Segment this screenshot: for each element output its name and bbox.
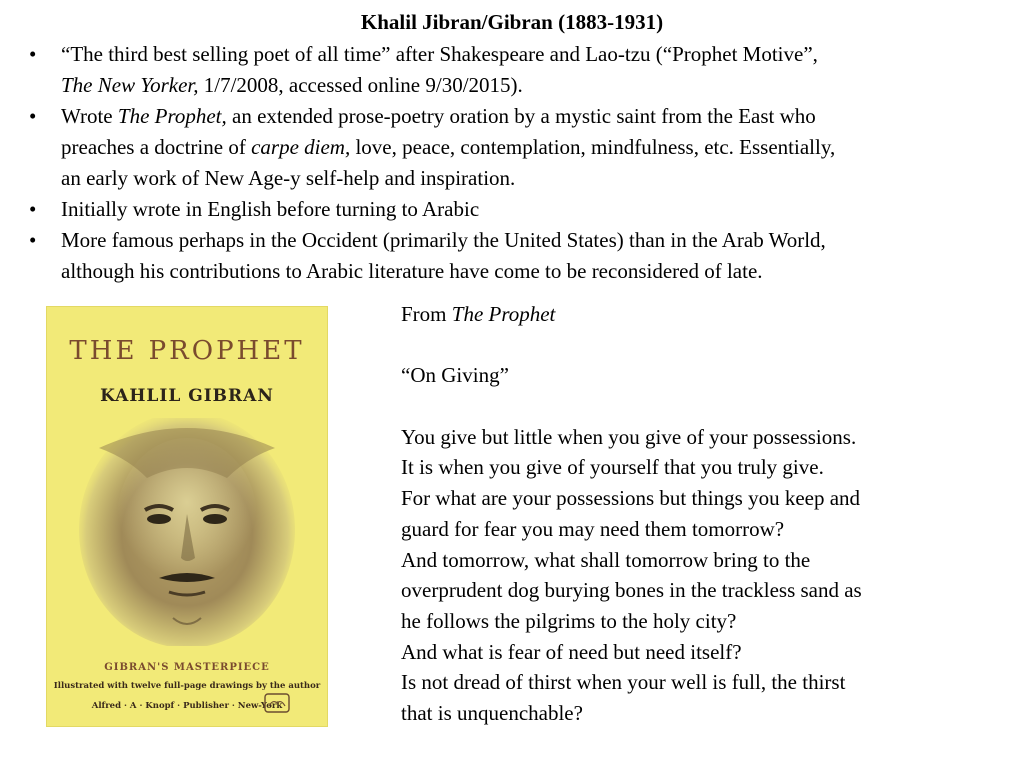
- poem-line: Is not dread of thirst when your well is full, the thirst: [401, 670, 846, 695]
- bullet-item: [0, 39, 1024, 101]
- bullet-marker: •: [29, 104, 37, 128]
- poem-line: overprudent dog burying bones in the trackless sand as: [401, 578, 862, 603]
- excerpt-section-title: “On Giving”: [401, 363, 509, 388]
- slide-title: Khalil Jibran/Gibran (1883-1931): [360, 10, 664, 34]
- bullet-item: [0, 194, 1024, 225]
- spacer: [401, 330, 1001, 361]
- bullet-marker: •: [29, 228, 37, 252]
- bullet-text: an extended prose-poetry oration by a mystic saint from the East who: [226, 104, 816, 128]
- bullet-text: Initially wrote in English before turning to Arabic: [61, 197, 480, 221]
- cover-author: KAHLIL GIBRAN: [100, 386, 274, 406]
- borzoi-seal-icon: [264, 693, 290, 713]
- bullet-text: 1/7/2008, accessed online 9/30/2015).: [198, 73, 523, 97]
- bullet-list: [0, 39, 1024, 287]
- book-cover-image: [46, 306, 328, 727]
- bullet-text: love, peace, contemplation, mindfulness, etc. Essentially,: [350, 135, 836, 159]
- poem-line: It is when you give of yourself that you truly give.: [401, 455, 824, 480]
- bullet-text: More famous perhaps in the Occident (primarily the United States) than in the Arab World,: [61, 228, 826, 252]
- poem-line: guard for fear you may need them tomorrow?: [401, 516, 785, 541]
- cover-title: THE PROPHET: [69, 336, 305, 366]
- prophet-face-drawing: [77, 418, 297, 646]
- bullet-item: [0, 101, 1024, 194]
- poem-line: And what is fear of need but need itself?: [401, 639, 742, 664]
- bullet-text: “The third best selling poet of all time” after Shakespeare and Lao-tzu (“Prophet Motive”,: [61, 42, 818, 66]
- excerpt-from-prefix: From: [401, 302, 452, 326]
- bullet-text: although his contributions to Arabic literature have come to be reconsidered of late.: [61, 259, 763, 283]
- cover-publisher: Alfred · A · Knopf · Publisher · New-York: [91, 701, 283, 711]
- spacer: [401, 391, 1001, 422]
- magazine-title: The New Yorker,: [61, 73, 199, 97]
- bullet-text: Wrote: [61, 104, 118, 128]
- poem-line: You give but little when you give of your possessions.: [401, 424, 857, 449]
- bullet-marker: •: [29, 197, 37, 221]
- poem-line: And tomorrow, what shall tomorrow bring to the: [401, 547, 811, 572]
- cover-illustrations-note: Illustrated with twelve full-page drawings by the author: [53, 681, 321, 691]
- bullet-text: an early work of New Age-y self-help and inspiration.: [61, 166, 516, 190]
- poem-line: For what are your possessions but things you keep and: [401, 486, 861, 511]
- bullet-item: [0, 225, 1024, 287]
- excerpt-source: [401, 299, 1001, 330]
- latin-phrase: carpe diem,: [251, 135, 351, 159]
- poem-line: he follows the pilgrims to the holy city?: [401, 609, 737, 633]
- bullet-marker: •: [29, 42, 37, 66]
- bullet-text: preaches a doctrine of: [61, 135, 252, 159]
- excerpt-book-title: The Prophet: [451, 302, 556, 326]
- poem-excerpt: [401, 299, 1001, 729]
- book-title-inline: The Prophet,: [117, 104, 227, 128]
- poem-line: that is unquenchable?: [401, 701, 583, 726]
- cover-tagline: GIBRAN'S MASTERPIECE: [104, 662, 270, 673]
